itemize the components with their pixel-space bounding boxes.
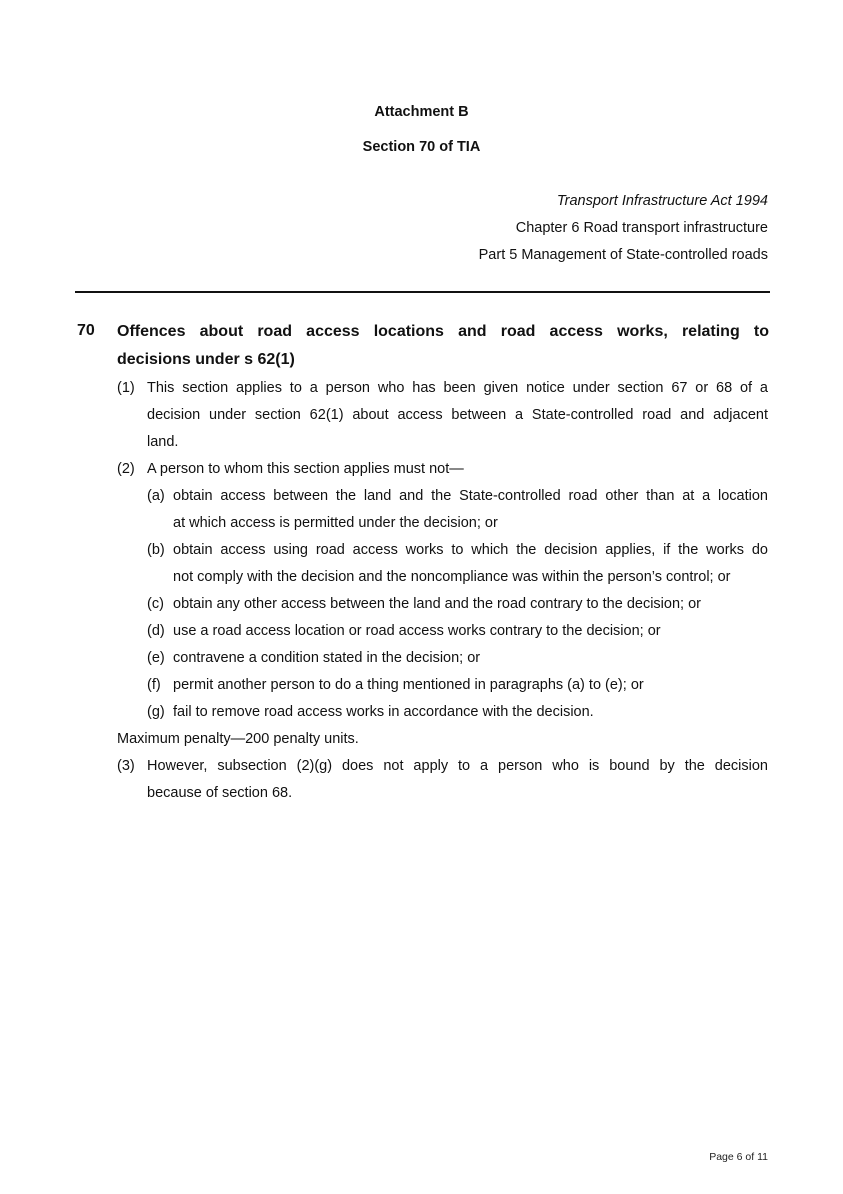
paragraph-c-label: (c) xyxy=(147,596,164,612)
paragraph-b-label: (b) xyxy=(147,542,165,558)
act-title: Transport Infrastructure Act 1994 xyxy=(556,193,768,209)
paragraph-c-text: obtain any other access between the land and the road contrary to the decision; or xyxy=(173,596,701,612)
paragraph-b-line-1: obtain access using road access works to which the decision applies, if the works do xyxy=(173,542,768,558)
section-title-line-2: decisions under s 62(1) xyxy=(117,351,295,368)
paragraph-d-text: use a road access location or road access works contrary to the decision; or xyxy=(173,623,661,639)
subsection-1-line-1: This section applies to a person who has been given notice under section 67 or 68 of a xyxy=(147,380,768,396)
part-heading: Part 5 Management of State-controlled roads xyxy=(478,247,768,263)
subsection-1-label: (1) xyxy=(117,380,135,396)
subsection-3-label: (3) xyxy=(117,758,135,774)
paragraph-a-line-1: obtain access between the land and the State-controlled road other than at a location xyxy=(173,488,768,504)
paragraph-f-text: permit another person to do a thing mentioned in paragraphs (a) to (e); or xyxy=(173,677,644,693)
section-title xyxy=(117,318,769,374)
paragraph-g-text: fail to remove road access works in accordance with the decision. xyxy=(173,704,594,720)
subsection-3-line-1: However, subsection (2)(g) does not apply to a person who is bound by the decision xyxy=(147,758,768,774)
subsection-2-label: (2) xyxy=(117,461,135,477)
paragraph-e-text: contravene a condition stated in the decision; or xyxy=(173,650,481,666)
page-number: Page 6 of 11 xyxy=(709,1151,768,1163)
header-divider xyxy=(75,291,770,293)
maximum-penalty: Maximum penalty—200 penalty units. xyxy=(117,731,359,747)
paragraph-d-label: (d) xyxy=(147,623,165,639)
paragraph-f-label: (f) xyxy=(147,677,161,693)
paragraph-e-label: (e) xyxy=(147,650,165,666)
paragraph-a-label: (a) xyxy=(147,488,165,504)
section-title-line-1: Offences about road access locations and road access works, relating to xyxy=(117,323,769,340)
attachment-heading: Attachment B xyxy=(374,104,469,120)
paragraph-b-line-2: not comply with the decision and the noncompliance was within the person’s control; or xyxy=(173,569,731,585)
subsection-2-text: A person to whom this section applies must not— xyxy=(147,461,464,477)
subsection-1-line-2: decision under section 62(1) about access between a State-controlled road and adjacent xyxy=(147,407,768,423)
paragraph-g-label: (g) xyxy=(147,704,165,720)
subsection-1-line-3: land. xyxy=(147,434,179,450)
paragraph-a-line-2: at which access is permitted under the decision; or xyxy=(173,515,498,531)
chapter-heading: Chapter 6 Road transport infrastructure xyxy=(515,220,768,236)
subsection-3-line-2: because of section 68. xyxy=(147,785,293,801)
section-reference-heading: Section 70 of TIA xyxy=(362,139,481,155)
section-number: 70 xyxy=(77,322,95,339)
